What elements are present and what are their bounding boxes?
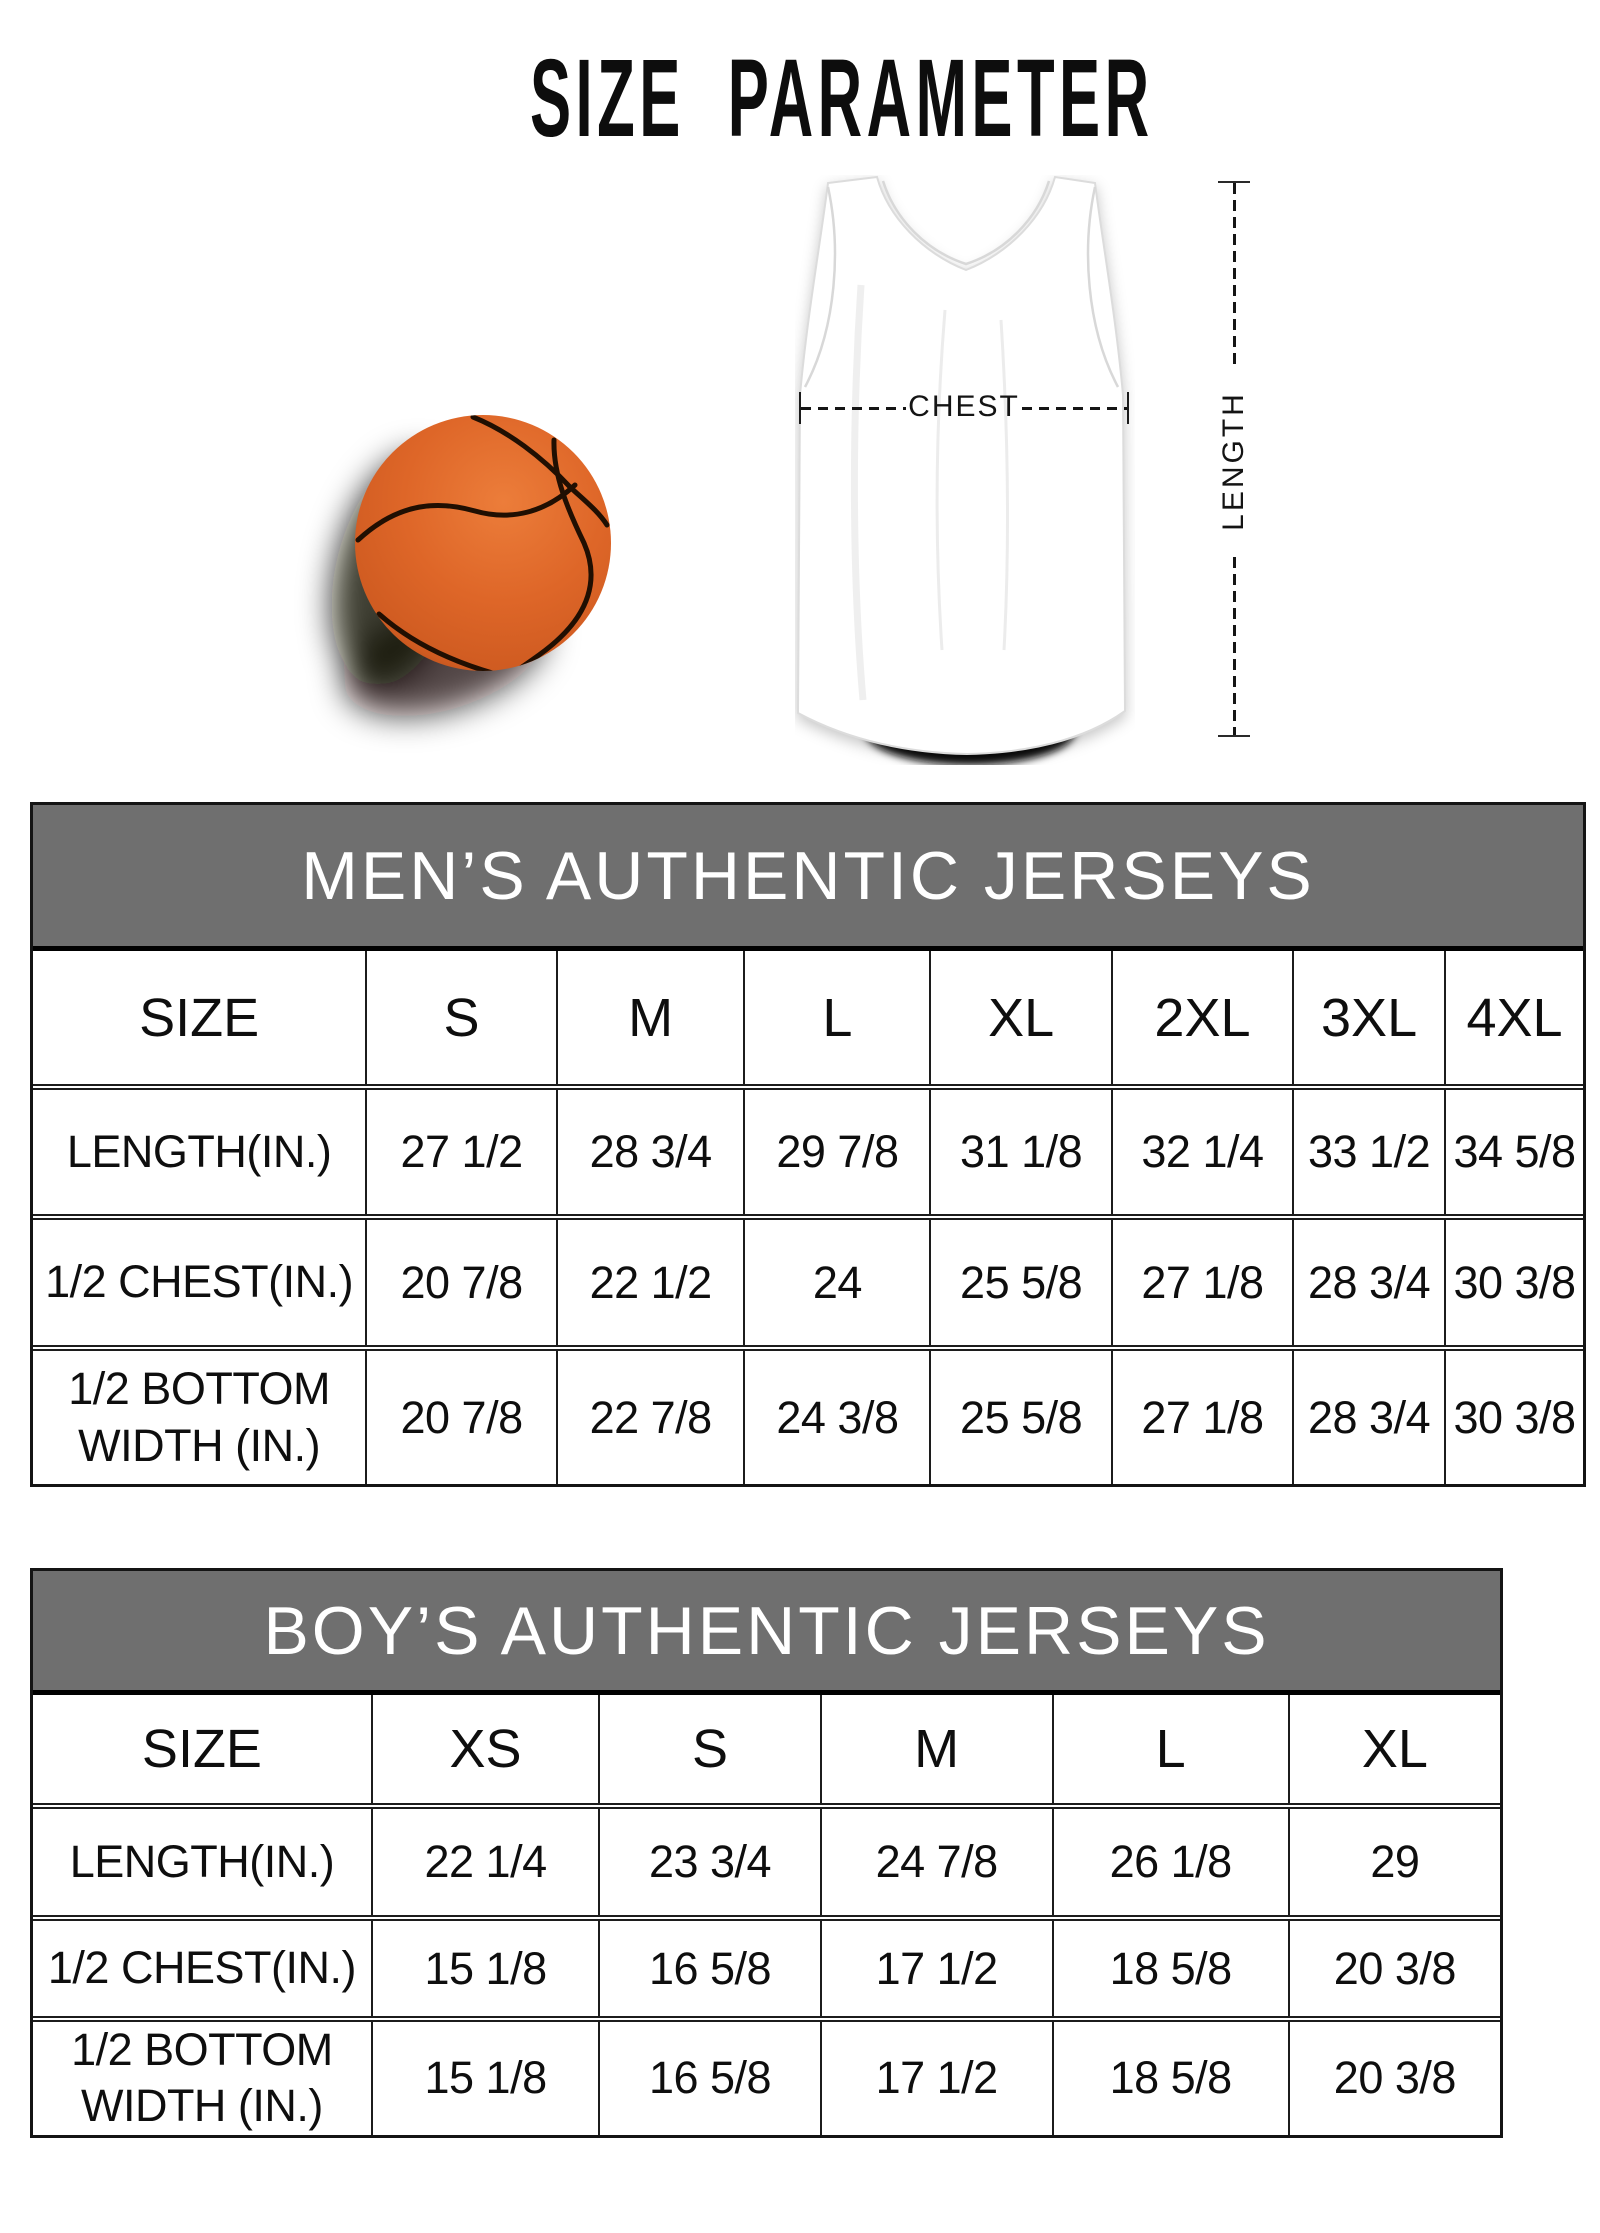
- table-cell: 23 3/4: [599, 1806, 821, 1918]
- table-cell: 20 3/8: [1289, 1918, 1500, 2019]
- column-header: XS: [372, 1695, 599, 1806]
- column-header: 4XL: [1445, 951, 1583, 1087]
- table-cell: 22 1/4: [372, 1806, 599, 1918]
- table-cell: 29 7/8: [744, 1087, 930, 1217]
- table-cell: 24: [744, 1217, 930, 1348]
- length-measure-annotation: [1216, 181, 1252, 737]
- table-cell: 22 7/8: [557, 1348, 745, 1484]
- chest-measure-annotation: [799, 391, 1129, 425]
- length-bottom-tick: [1218, 735, 1250, 737]
- column-header: M: [557, 951, 745, 1087]
- table-cell: 30 3/8: [1445, 1348, 1583, 1484]
- table-cell: 28 3/4: [557, 1087, 745, 1217]
- table-cell: 20 7/8: [366, 1348, 557, 1484]
- table-cell: 33 1/2: [1293, 1087, 1445, 1217]
- table-cell: 15 1/8: [372, 2019, 599, 2135]
- chest-right-tick: [1127, 392, 1129, 424]
- row-label: 1/2 CHEST(IN.): [33, 1918, 372, 2019]
- column-header: 2XL: [1112, 951, 1293, 1087]
- page-title: [0, 37, 1600, 160]
- table-row: [33, 1087, 1583, 1217]
- row-label: 1/2 BOTTOM WIDTH (IN.): [33, 1348, 366, 1484]
- table-cell: 17 1/2: [821, 2019, 1053, 2135]
- row-label: LENGTH(IN.): [33, 1806, 372, 1918]
- table-cell: 24 7/8: [821, 1806, 1053, 1918]
- table-cell: 25 5/8: [930, 1217, 1111, 1348]
- table-cell: 16 5/8: [599, 1918, 821, 2019]
- column-header: L: [1053, 1695, 1289, 1806]
- table-cell: 32 1/4: [1112, 1087, 1293, 1217]
- table-cell: 25 5/8: [930, 1348, 1111, 1484]
- chest-dashed-line-right: [1022, 407, 1127, 410]
- table-row: [33, 1348, 1583, 1484]
- table-cell: 18 5/8: [1053, 1918, 1289, 2019]
- mens-size-table: [30, 802, 1586, 1487]
- chest-label: CHEST: [908, 390, 1020, 423]
- column-header: S: [366, 951, 557, 1087]
- table-cell: 17 1/2: [821, 1918, 1053, 2019]
- row-label: 1/2 BOTTOM WIDTH (IN.): [33, 2019, 372, 2135]
- table-cell: 29: [1289, 1806, 1500, 1918]
- row-label: LENGTH(IN.): [33, 1087, 366, 1217]
- table-cell: 26 1/8: [1053, 1806, 1289, 1918]
- table-cell: 27 1/2: [366, 1087, 557, 1217]
- table-cell: 20 3/8: [1289, 2019, 1500, 2135]
- column-header: SIZE: [141, 1719, 262, 1779]
- boys-table-title: BOY’S AUTHENTIC JERSEYS: [33, 1571, 1500, 1695]
- column-header: XL: [930, 951, 1111, 1087]
- boys-size-header-row: [33, 1695, 1500, 1806]
- table-row: [33, 1806, 1500, 1918]
- table-cell: 27 1/8: [1112, 1217, 1293, 1348]
- table-cell: 15 1/8: [372, 1918, 599, 2019]
- length-dashed-line-bottom: [1233, 557, 1236, 735]
- mens-table-title: MEN’S AUTHENTIC JERSEYS: [33, 805, 1583, 951]
- column-header: XL: [1289, 1695, 1500, 1806]
- table-cell: 28 3/4: [1293, 1217, 1445, 1348]
- table-cell: 18 5/8: [1053, 2019, 1289, 2135]
- boys-size-table: [30, 1568, 1503, 2138]
- table-row: [33, 1918, 1500, 2019]
- table-cell: 24 3/8: [744, 1348, 930, 1484]
- column-header: S: [599, 1695, 821, 1806]
- table-row: [33, 1217, 1583, 1348]
- table-cell: 27 1/8: [1112, 1348, 1293, 1484]
- length-label-box: [1164, 365, 1304, 557]
- column-header: M: [821, 1695, 1053, 1806]
- table-cell: 28 3/4: [1293, 1348, 1445, 1484]
- table-row: [33, 2019, 1500, 2135]
- table-cell: 30 3/8: [1445, 1217, 1583, 1348]
- column-header: L: [744, 951, 930, 1087]
- length-label: LENGTH: [1217, 391, 1250, 531]
- column-header: 3XL: [1293, 951, 1445, 1087]
- row-label: 1/2 CHEST(IN.): [33, 1217, 366, 1348]
- table-cell: 20 7/8: [366, 1217, 557, 1348]
- jersey-illustration: [795, 175, 1135, 765]
- table-cell: 31 1/8: [930, 1087, 1111, 1217]
- table-cell: 22 1/2: [557, 1217, 745, 1348]
- table-cell: 16 5/8: [599, 2019, 821, 2135]
- basketball-icon: [280, 395, 660, 755]
- page-title-text: SIZE PARAMETER: [530, 37, 1154, 160]
- boys-size-grid: [33, 1695, 1500, 2135]
- mens-size-grid: [33, 951, 1583, 1484]
- table-cell: 34 5/8: [1445, 1087, 1583, 1217]
- length-dashed-line-top: [1233, 183, 1236, 365]
- column-header: SIZE: [139, 987, 260, 1048]
- chest-dashed-line-left: [801, 407, 906, 410]
- mens-size-header-row: [33, 951, 1583, 1087]
